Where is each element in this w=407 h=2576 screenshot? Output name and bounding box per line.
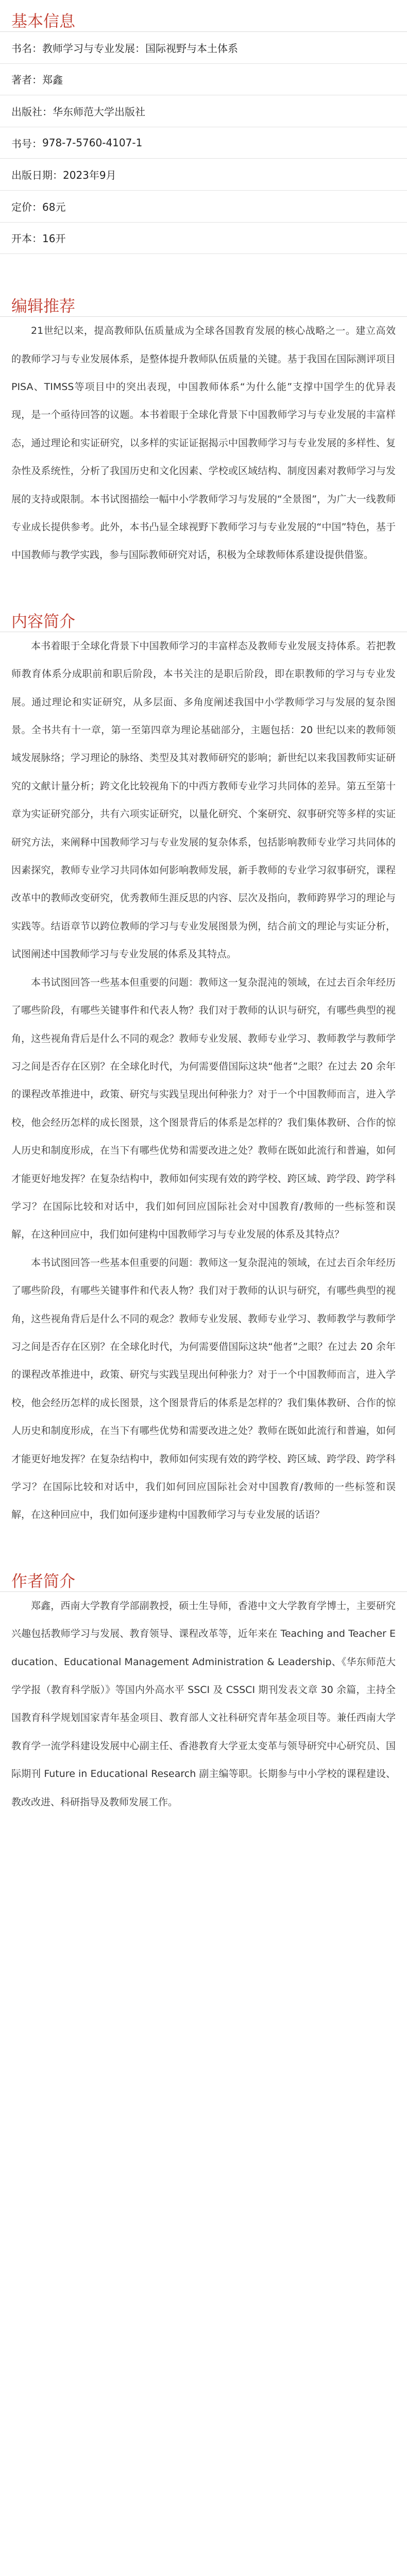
basic-info-heading: 基本信息 xyxy=(0,0,407,32)
info-row-pub-date xyxy=(0,159,407,191)
info-label: 书名： xyxy=(11,42,42,55)
info-label: 著者： xyxy=(11,74,42,87)
section-spacer xyxy=(0,254,407,285)
info-value: 16开 xyxy=(42,232,66,245)
info-row-publisher xyxy=(0,95,407,127)
info-label: 出版日期： xyxy=(11,169,63,182)
content-summary-body xyxy=(0,632,407,1529)
paragraph: 本书试图回答一些基本但重要的问题：教师这一复杂混沌的领域，在过去百余年经历了哪些阶段，有哪些关键事件和代表人物？我们对于教师的认识与研究，有哪些典型的视角，这些视角背后是什么不同的观念？教师专业发展、教师专业学习、教师教学与教师学习之间是否存在区别？在全球化时代，为何需要借国际这块“他者”之眼？在过去 20 余年的课程改革推进中，政策、研究与实践呈现出何种张力？对于一个中国教师而言，进入学校，他会经历怎样的成长图景，这个图景背后的体系是怎样的？我们集体教研、合作的惊人历史和制度形成，在当下有哪些优势和需要改进之处？教师在既如此流行和普遍，如何才能更好地发挥？在复杂结构中，教师如何实现有效的跨学校、跨区域、跨学段、跨学科学习？在国际比较和对话中，我们如何回应国际社会对中国教育/教师的一些标签和误解，在这种回应中，我们如何逐步建构中国教师学习与专业发展的话语？ xyxy=(11,1257,396,1521)
info-label: 定价： xyxy=(11,200,42,213)
paragraph: 郑鑫，西南大学教育学部副教授，硕士生导师，香港中文大学教育学博士，主要研究兴趣包括教师学习与发展、教育领导、课程改革等，近年来在 Teaching and Teacher Education、Educational Management Administration & Leadership、《华东师范大学学报（教育科学版）》等国内外高水平 SSCI 及 CSSCI 期刊发表文章 30 余篇，主持全国教育科学规划国家青年基金项目、教育部人文社科研究青年基金项目等。兼任西南大学教育学一流学科建设发展中心副主任、香港教育大学亚太变革与领导研究中心研究员、国际期刊 Future in Educational Research 副主编等职。长期参与中小学校的课程建设、教改改进、科研指导及教师发展工作。 xyxy=(11,1600,396,1808)
info-row-isbn xyxy=(0,127,407,159)
info-value: 978-7-5760-4107-1 xyxy=(42,137,143,149)
content-summary-section xyxy=(0,600,407,1529)
info-row-author xyxy=(0,64,407,96)
info-row-format xyxy=(0,223,407,255)
paragraph: 21世纪以来，提高教师队伍质量成为全球各国教育发展的核心战略之一。建立高效的教师学习与专业发展体系，是整体提升教师队伍质量的关键。基于我国在国际测评项目PISA、TIMSS等项目中的突出表现，中国教师体系“为什么能”支撑中国学生的优异表现，是一个亟待回答的议题。本书着眼于全球化背景下中国教师学习与专业发展的丰富样态，通过理论和实证研究，以多样的实证证据揭示中国教师学习与专业发展的多样性、复杂性及系统性，分析了我国历史和文化因素、学校或区域结构、制度因素对教师学习与发展的支持或限制。本书试图描绘一幅中小学教师学习与发展的“全景图”，为广大一线教师专业成长提供参考。此外，本书凸显全球视野下教师学习与专业发展的“中国”特色，基于中国教师与教学实践，参与国际教师研究对话，积极为全球教师体系建设提供借鉴。 xyxy=(11,325,396,561)
info-value: 68元 xyxy=(42,200,66,213)
basic-info-section xyxy=(0,0,407,254)
editor-recommendation-heading: 编辑推荐 xyxy=(0,285,407,317)
paragraph: 本书着眼于全球化背景下中国教师学习的丰富样态及教师专业发展支持体系。若把教师教育体系分成职前和职后阶段，本书关注的是职后阶段，即在职教师的学习与专业发展。通过理论和实证研究，从多层面、多角度阐述我国中小学教师学习与发展的复杂图景。全书共有十一章，第一至第四章为理论基础部分，主题包括：20 世纪以来的教师领域发展脉络；学习理论的脉络、类型及其对教师研究的影响；新世纪以来我国教师实证研究的文献计量分析；跨文化比较视角下的中西方教师专业学习共同体的差异。第五至第十章为实证研究部分，共有六项实证研究，以量化研究、个案研究、叙事研究等多样的实证研究方法，来阐释中国教师学习与专业发展的复杂体系，包括影响教师专业学习共同体的因素探究，教师专业学习共同体如何影响教师发展，新手教师的专业学习叙事研究，课程改革中的教师改变研究，优秀教师生涯反思的内容、层次及指向，教师跨界学习的理论与实践等。结语章节以跨位教师的学习与专业发展图景为例，结合前文的理论与实证分析，试图阐述中国教师学习与专业发展的体系及其特点。 xyxy=(11,640,396,960)
info-label: 书号： xyxy=(11,137,42,150)
info-row-price xyxy=(0,191,407,223)
info-value: 教师学习与专业发展：国际视野与本土体系 xyxy=(42,42,238,55)
info-value: 2023年9月 xyxy=(63,169,116,182)
content-summary-heading: 内容简介 xyxy=(0,600,407,632)
editor-recommendation-section xyxy=(0,285,407,569)
editor-recommendation-body xyxy=(0,317,407,569)
author-intro-heading: 作者简介 xyxy=(0,1560,407,1592)
info-row-title xyxy=(0,32,407,64)
section-spacer xyxy=(0,1529,407,1560)
section-spacer xyxy=(0,569,407,600)
paragraph: 本书试图回答一些基本但重要的问题：教师这一复杂混沌的领域，在过去百余年经历了哪些阶段，有哪些关键事件和代表人物？我们对于教师的认识与研究，有哪些典型的视角，这些视角背后是什么不同的观念？教师专业发展、教师专业学习、教师教学与教师学习之间是否存在区别？在全球化时代，为何需要借国际这块“他者”之眼？在过去 20 余年的课程改革推进中，政策、研究与实践呈现出何种张力？对于一个中国教师而言，进入学校，他会经历怎样的成长图景，这个图景背后的体系是怎样的？我们集体教研、合作的惊人历史和制度形成，在当下有哪些优势和需要改进之处？教师在既如此流行和普遍，如何才能更好地发挥？在复杂结构中，教师如何实现有效的跨学校、跨区域、跨学段、跨学科学习？在国际比较和对话中，我们如何回应国际社会对中国教育/教师的一些标签和误解，在这种回应中，我们如何建构中国教师学习与专业发展的体系及其特点？ xyxy=(11,976,396,1241)
info-value: 华东师范大学出版社 xyxy=(53,105,145,118)
info-label: 开本： xyxy=(11,232,42,245)
info-value: 郑鑫 xyxy=(42,74,63,87)
author-intro-section xyxy=(0,1560,407,1816)
info-label: 出版社： xyxy=(11,105,53,118)
author-intro-body xyxy=(0,1592,407,1816)
